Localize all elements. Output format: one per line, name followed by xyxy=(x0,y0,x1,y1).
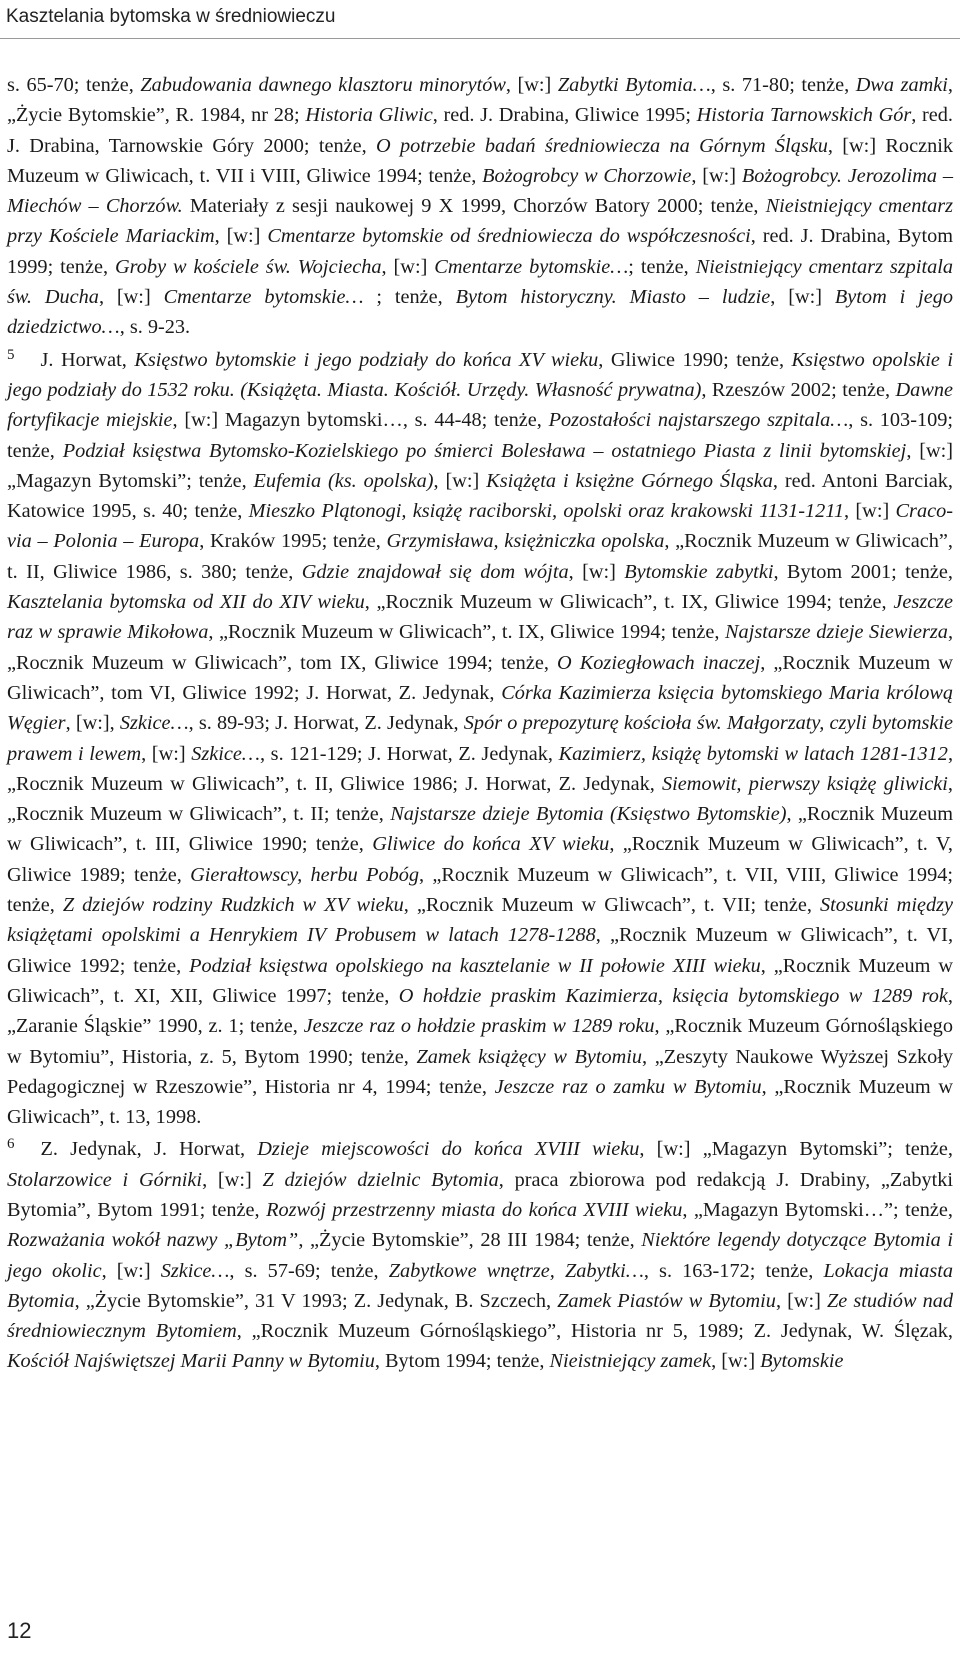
footnote-text: ; tenże, xyxy=(628,255,696,278)
footnote-italic-text: Bytom historyczny. Miasto – ludzie xyxy=(455,286,771,309)
footnote-italic-text: Podział księstwa Bytomsko-Kozielskiego po śmierci Bolesława – ostatniego Piasta z linii bytomskiej xyxy=(62,439,907,462)
footnote-italic-text: Dawne fortyfikacje miejskie xyxy=(7,378,953,432)
footnote-italic-text: Księstwo opolskie i jego podziały do 1532 roku. (Książęta. Miasta. Kościół. Urzędy. Własność prywatna) xyxy=(7,348,953,401)
footnote-italic-text: Zamek Piastów w Bytomiu xyxy=(557,1289,776,1312)
footnote-italic-text: Gdzie znajdował się dom wójta xyxy=(301,560,569,583)
footnote-text: , „Rocznik Muzeum w Gliwicach”, t. XI, XII, Gliwice 1997; tenże, xyxy=(7,954,953,1007)
footnote-italic-text: Gierałtowscy, herbu Pobóg xyxy=(190,863,420,886)
footnote-text: , [w:] xyxy=(381,255,435,278)
footnote-number: 5 xyxy=(7,346,15,363)
footnote-italic-text: Jeszcze raz o zamku w Bytomiu xyxy=(494,1075,762,1098)
footnote-text: , praca zbiorowa pod redakcją J. Drabiny, „Zabytki Bytomia”, Bytom 1991; tenże, xyxy=(7,1168,954,1221)
footnote-italic-text: Książęta i księżne Górnego Śląska xyxy=(486,469,773,492)
footnote-italic-text: Zamek książęcy w Bytomiu xyxy=(416,1045,643,1068)
footnote-italic-text: Cracovia – Polonia – Europa xyxy=(7,500,953,553)
footnote-text: , „Życie Bytomskie”, R. 1984, nr 28; xyxy=(7,74,953,127)
footnote-italic-text: Stosunki między książętami opolskimi a Henrykiem IV Probusem w latach 1278-1288 xyxy=(7,894,953,947)
footnote-text: , s. 9-23. xyxy=(119,316,191,339)
footnote-italic-text: Historia Tarnowskich Gór xyxy=(696,104,912,127)
footnote-italic-text: Historia Gliwic xyxy=(305,104,433,127)
footnote-text: , „Zeszyty Naukowe Wyższej Szkoły Pedagogicznej w Rzeszowie”, Historia nr 4, 1994; tenże, xyxy=(7,1045,954,1098)
footnote-italic-text: Nieistniejący cmentarz przy Kościele Mariackim xyxy=(7,195,953,248)
footnote-italic-text: Groby w kościele św. Wojciecha xyxy=(115,255,382,278)
page-number: 12 xyxy=(7,1618,32,1643)
footnote-text: J. Horwat, xyxy=(40,348,135,371)
footnote-text: , „Życie Bytomskie”, 28 III 1984; tenże, xyxy=(298,1229,642,1252)
footnote-italic-text: Mieszko Plątonogi, książę raciborski, opolski oraz krakowski 1131-1211 xyxy=(248,500,845,523)
footnote-text: Materiały z sesji naukowej 9 X 1999, Chorzów Batory 2000; tenże, xyxy=(182,195,766,218)
footnote-text: , [w:] „Magazyn Bytomski”; tenże, xyxy=(639,1138,953,1161)
footnote-italic-text: Szkice… xyxy=(160,1259,230,1282)
footnote-text: , „Rocznik Muzeum w Gliwicach”, tom VI, Gliwice 1992; J. Horwat, Z. Jedynak, xyxy=(7,651,953,704)
footnote-text: , „Magazyn Bytomski…”; tenże, xyxy=(682,1198,953,1221)
footnote-text: , red. J. Drabina, Bytom 1999; tenże, xyxy=(7,225,954,278)
footnote-text: , s. 89-93; J. Horwat, Z. Jedynak, xyxy=(188,712,464,735)
footnote-italic-text: Kazimierz, książę bytomski w latach 1281-1312 xyxy=(558,742,948,765)
footnote-italic-text: O Koziegłowach inaczej xyxy=(557,651,761,674)
footnote-text: , red. Antoni Barciak, Katowice 1995, s. 40; tenże, xyxy=(7,469,953,523)
footnote-text: , [w:] xyxy=(101,1259,161,1282)
footnote-italic-text: Siemowit, pierwszy książę gliwicki xyxy=(662,772,948,795)
footnote-text: , [w:] xyxy=(711,1350,761,1373)
footnote-italic-text: Spór o prepozyturę kościoła św. Małgorzaty, czyli bytomskie prawem i lewem xyxy=(7,712,953,765)
footnote-italic-text: Podział księstwa opolskiego na kasztelanie w II połowie XIII wieku xyxy=(189,954,761,977)
footnote-text: , „Rocznik Muzeum Górnośląskiego”, Historia nr 5, 1989; Z. Jedynak, W. Ślęzak, xyxy=(236,1320,953,1343)
footnote-italic-text: Zabytki Bytomia… xyxy=(557,74,711,96)
footnote-text: , Gliwice 1990; tenże, xyxy=(598,348,792,371)
footnote-italic-text: Ze studiów nad średniowiecznym Bytomiem xyxy=(7,1289,953,1343)
footnote-text: , „Rocznik Muzeum w Gliwicach”, t. II, Gliwice 1986, s. 380; tenże, xyxy=(7,530,954,583)
footnote-text: , s. 121-129; J. Horwat, Z. Jedynak, xyxy=(259,742,559,765)
footnote-text: , „Rocznik Muzeum w Gliwicach”, t. IX, Gliwice 1994; tenże, xyxy=(364,591,894,614)
footnote-text: , [w:] xyxy=(775,1289,827,1312)
footnote-text: , [w:] xyxy=(505,74,558,96)
header-divider xyxy=(0,38,960,39)
footnote-text: , [w:] xyxy=(202,1168,263,1191)
footnote-italic-text: Cmentarze bytomskie od średniowiecza do współczesności xyxy=(267,225,751,248)
footnote-italic-text: Rozwój przestrzenny miasta do końca XVIII wieku xyxy=(266,1198,683,1221)
footnote-italic-text: Cmentarze bytomskie… xyxy=(163,286,364,309)
footnote-text: , Bytom 1994; tenże, xyxy=(374,1350,550,1373)
footnote-italic-text: O potrzebie badań średniowiecza na Górnym Śląsku xyxy=(376,134,828,157)
footnote-text: , Rzeszów 2002; tenże, xyxy=(701,378,896,401)
footnote-text: , „Rocznik Muzeum w Gliwicach”, tom IX, Gliwice 1994; tenże, xyxy=(7,621,954,674)
footnote-text: , Kraków 1995; tenże, xyxy=(199,530,387,553)
footnote-italic-text: Grzymisława, księżniczka opolska xyxy=(386,530,665,553)
footnote-text: , [w:] „Magazyn Bytomski”; tenże, xyxy=(7,439,954,492)
footnote-italic-text: Księstwo bytomskie i jego podziały do końca XV wieku xyxy=(134,348,599,371)
footnote-text: , red. J. Drabina, Tarnowskie Góry 2000; tenże, xyxy=(7,104,953,157)
footnote-text: , s. 71-80; tenże, xyxy=(710,74,856,96)
footnote-number: 6 xyxy=(7,1136,15,1153)
footnote-italic-text: Zabudowania dawnego klasztoru minorytów xyxy=(140,74,506,96)
footnote-italic-text: Nieistniejący cmentarz szpitala św. Ducha xyxy=(7,255,954,309)
footnote-text: , „Rocznik Muzeum w Gliwcach”, t. VII; tenże, xyxy=(403,894,820,917)
footnote-text: , „Rocznik Muzeum w Gliwicach”, t. VII, VIII, Gliwice 1994; tenże, xyxy=(7,863,953,917)
footnote-text: , [w:] Magazyn bytomski…, s. 44-48; tenże, xyxy=(172,409,549,432)
footnote-text: Z. Jedynak, J. Horwat, xyxy=(40,1138,258,1161)
footnote-text: , „Rocznik Muzeum w Gliwicach”, t. VI, Gliwice 1992; tenże, xyxy=(7,924,954,977)
footnote-text: , red. J. Drabina, Gliwice 1995; xyxy=(432,104,697,127)
footnote-text: , „Rocznik Muzeum w Gliwicach”, t. 13, 1998. xyxy=(7,1075,953,1129)
footnote-italic-text: Rozważania wokół nazwy „Bytom” xyxy=(7,1229,299,1252)
footnote-text: , [w:] xyxy=(844,500,896,523)
footnote-italic-text: Bytomskie zabytki xyxy=(624,560,774,583)
footnote-text: , [w:] xyxy=(568,560,625,583)
footnote-italic-text: Z dziejów rodziny Rudzkich w XV wieku xyxy=(62,894,404,917)
footnote-text: , „Rocznik Muzeum w Gliwicach”, t. II; tenże, xyxy=(7,772,953,826)
footnote-text: , „Zaranie Śląskie” 1990, z. 1; tenże, xyxy=(7,984,953,1038)
footnote-text: , „Rocznik Muzeum w Gliwicach”, t. IX, Gliwice 1994; tenże, xyxy=(208,621,726,644)
footnote-text: , Bytom 2001; tenże, xyxy=(773,560,953,583)
footnote-text: , [w:] Rocznik Muzeum w Gliwicach, t. VII i VIII, Gliwice 1994; tenże, xyxy=(7,134,953,187)
footnote-italic-text: Bożogrobcy w Chorzowie xyxy=(482,164,692,187)
footnote-text: , s. 163-172; tenże, xyxy=(643,1259,824,1282)
footnote-text: ; tenże, xyxy=(363,286,456,309)
footnote-text: , „Rocznik Muzeum w Gliwicach”, t. II, Gliwice 1986; J. Horwat, Z. Jedynak, xyxy=(7,742,954,795)
footnote-italic-text: Cmentarze bytomskie… xyxy=(434,255,629,278)
footnote-text: , [w:], xyxy=(65,712,120,735)
footnote-text: , s. 57-69; tenże, xyxy=(229,1259,389,1282)
footnote-italic-text: Pozostałości najstarszego szpitala… xyxy=(548,409,849,432)
footnote-italic-text: Dzieje miejscowości do końca XVIII wieku xyxy=(257,1138,640,1161)
footnote-text: , [w:] xyxy=(141,742,192,765)
footnote-text: , [w:] xyxy=(433,469,487,492)
footnote-italic-text: Niektóre legendy dotyczące Bytomia i jego okolic xyxy=(7,1229,953,1282)
footnote-italic-text: O hołdzie praskim Kazimierza, księcia bytomskiego w 1289 rok xyxy=(398,984,948,1007)
footnote-continued xyxy=(7,70,953,343)
footnote-text: , [w:] xyxy=(98,286,164,309)
footnote-6 xyxy=(7,1134,953,1376)
footnote-text: , „Rocznik Muzeum Górnośląskiego w Bytomiu”, Historia, z. 5, Bytom 1990; tenże, xyxy=(7,1015,953,1068)
footnote-italic-text: Z dziejów dzielnic Bytomia xyxy=(262,1168,499,1191)
footnote-text: , [w:] xyxy=(214,225,268,248)
footnote-italic-text: Bytom i jego dziedzictwo… xyxy=(7,286,954,339)
footnote-italic-text: Córka Kazimierza księcia bytomskiego Maria królową Węgier xyxy=(7,681,953,735)
footnote-5 xyxy=(7,345,953,1133)
footnotes-block xyxy=(7,70,953,1377)
footnote-italic-text: Nieistniejący zamek xyxy=(549,1350,712,1373)
footnote-italic-text: Bożogrobcy. Jerozolima – Miechów – Chorzów. xyxy=(7,164,954,218)
footnote-italic-text: Zabytkowe wnętrze, Zabytki… xyxy=(388,1259,644,1282)
footnote-italic-text: Najstarsze dzieje Siewierza xyxy=(725,621,948,644)
footnote-text: , „Rocznik Muzeum w Gliwicach”, t. III, Gliwice 1990; tenże, xyxy=(7,803,953,856)
footnote-italic-text: Bytomskie xyxy=(760,1350,844,1373)
footnote-italic-text: Lokacja miasta Bytomia xyxy=(7,1259,953,1312)
footnote-italic-text: Jeszcze raz w sprawie Mikołowa xyxy=(7,591,953,644)
footnote-text: s. 65-70; tenże, xyxy=(7,74,141,96)
footnote-text: , [w:] xyxy=(770,286,835,309)
footnote-text: , „Rocznik Muzeum w Gliwicach”, t. V, Gliwice 1989; tenże, xyxy=(7,833,953,886)
footnote-italic-text: Najstarsze dzieje Bytomia (Księstwo Bytomskie) xyxy=(390,803,787,826)
footnote-text: , [w:] xyxy=(691,164,742,187)
footnote-italic-text: Kościół Najświętszej Marii Panny w Bytomiu xyxy=(7,1350,375,1373)
footnote-italic-text: Szkice… xyxy=(191,742,260,765)
footnote-italic-text: Kasztelania bytomska od XII do XIV wieku xyxy=(7,591,365,614)
footnote-italic-text: Gliwice do końca XV wieku xyxy=(372,833,610,856)
footnote-text: , „Życie Bytomskie”, 31 V 1993; Z. Jedynak, B. Szczech, xyxy=(74,1289,558,1312)
footnote-text: , s. 103-109; tenże, xyxy=(7,409,954,462)
footnote-italic-text: Stolarzowice i Górniki xyxy=(7,1168,203,1191)
footnote-italic-text: Eufemia (ks. opolska) xyxy=(253,469,434,492)
footnote-italic-text: Szkice… xyxy=(119,712,189,735)
running-head: Kasztelania bytomska w średniowieczu xyxy=(6,6,336,27)
footnote-italic-text: Jeszcze raz o hołdzie praskim w 1289 roku xyxy=(303,1015,655,1038)
footnote-italic-text: Dwa zamki xyxy=(855,74,948,96)
